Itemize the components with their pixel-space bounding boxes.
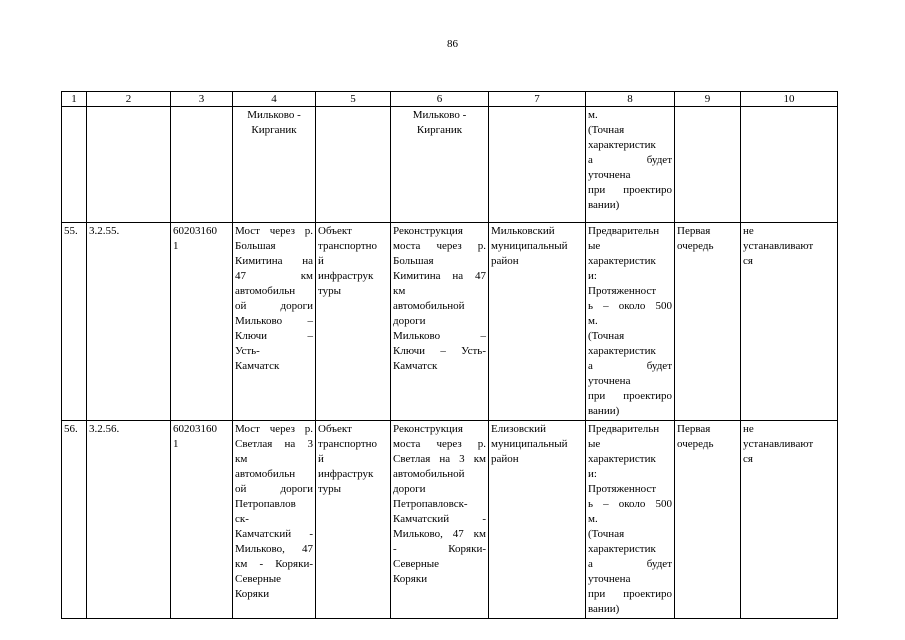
cell-text-line: и: <box>588 270 597 282</box>
cell-text-line: Светлая на 3 км <box>393 453 486 465</box>
cell-text-line: а будет <box>588 360 672 372</box>
cell-text-line: Камчатский - <box>235 528 313 540</box>
col-header: 1 <box>62 92 87 107</box>
cell-text-line: Кимитина на <box>235 255 313 267</box>
cell-text-line: Первая <box>677 423 711 435</box>
table-row <box>62 421 838 619</box>
cell-text-line: м. <box>588 513 598 525</box>
cell-text-line: Петропавловск- <box>393 498 468 510</box>
cell-text-line: Петропавлов <box>235 498 296 510</box>
cell-text-line: Объект <box>318 423 352 435</box>
row-number: 55. <box>62 223 87 421</box>
cell-text-line: Северные <box>235 573 282 585</box>
cell-text-line: м. <box>588 315 598 327</box>
cell-text-line: характеристик <box>588 139 656 151</box>
cell <box>675 107 741 223</box>
cell-text-line: инфраструк <box>318 468 374 480</box>
cell-text-line: туры <box>318 483 342 495</box>
cell-text-line: моста через р. <box>393 438 486 450</box>
cell-text-line: ся <box>743 255 753 267</box>
cell-text-line: транспортно <box>318 438 378 450</box>
cell-text-line: Мильково, 47 <box>235 543 313 555</box>
cell-text-line: вании) <box>588 405 620 417</box>
cell-text-line: не <box>743 423 754 435</box>
col-header: 10 <box>741 92 838 107</box>
cell-text-line: дороги <box>393 483 426 495</box>
cell-text-line: район <box>491 255 519 267</box>
row-code: 3.2.56. <box>87 421 171 619</box>
row-id-cell <box>171 223 233 421</box>
cell-text-line: Предварительн <box>588 423 660 435</box>
cell-text-line: дороги <box>393 315 426 327</box>
characteristics-cell <box>586 223 675 421</box>
col-header: 9 <box>675 92 741 107</box>
cell-text-line: (Точная <box>588 124 625 136</box>
cell-text-line: ой дороги <box>235 300 313 312</box>
cell-text-line: Камчатск <box>235 360 280 372</box>
col-header: 7 <box>489 92 586 107</box>
cell-text-line: Большая <box>393 255 434 267</box>
cell-text-line: автомобильной <box>393 468 465 480</box>
cell-text-line: ь – около 500 <box>588 498 672 510</box>
location-cell <box>489 421 586 619</box>
cell-text-line: 1 <box>173 240 179 252</box>
cell-text-line: ой дороги <box>235 483 313 495</box>
cell-text-line: Реконструкция <box>393 225 463 237</box>
cell-text-line: очередь <box>677 438 714 450</box>
cell <box>62 107 87 223</box>
cell-text-line: Кимитина на 47 <box>393 270 486 282</box>
cell <box>87 107 171 223</box>
cell-text-line: Коряки <box>235 588 270 600</box>
cell-text-line: вании) <box>588 603 620 615</box>
cell-text-line: характеристик <box>588 453 656 465</box>
column-number-row <box>62 92 838 107</box>
cell-text-line: муниципальный <box>491 438 568 450</box>
cell-text-line: при проектиро <box>588 184 672 196</box>
cell-text-line: автомобильной <box>393 300 465 312</box>
cell-text-line: а будет <box>588 558 672 570</box>
cell-text-line: характеристик <box>588 255 656 267</box>
zones-cell <box>741 223 838 421</box>
cell-text-line: Светлая на 3 <box>235 438 313 450</box>
cell-text-line: Мильково, 47 км <box>393 528 486 540</box>
cell-text-line: (Точная <box>588 528 625 540</box>
cell-text-line: автомобильн <box>235 468 296 480</box>
stage-cell <box>675 223 741 421</box>
cell-text-line: Мост через р. <box>235 225 313 237</box>
cell-text-line: Протяженност <box>588 483 657 495</box>
cell-text-line: Камчатский - <box>393 513 486 525</box>
cell-text-line: Кирганик <box>251 124 297 136</box>
cell-text-line: не <box>743 225 754 237</box>
cell-text-line: 1 <box>173 438 179 450</box>
cell-text-line: моста через р. <box>393 240 486 252</box>
cell-text-line: Камчатск <box>393 360 438 372</box>
cell-text-line: уточнена <box>588 169 631 181</box>
cell-text-line: а будет <box>588 154 672 166</box>
zones-cell <box>741 421 838 619</box>
cell-text-line: уточнена <box>588 375 631 387</box>
page-number: 86 <box>447 38 458 50</box>
cell-text-line: характеристик <box>588 543 656 555</box>
cell-text-line: м. <box>588 109 598 121</box>
cell-text-line: 60203160 <box>173 423 217 435</box>
cell-text-line: устанавливают <box>743 240 814 252</box>
cell-text-line: Протяженност <box>588 285 657 297</box>
cell-text-line: й <box>318 255 324 267</box>
cell-text-line: Реконструкция <box>393 423 463 435</box>
cell-text-line: Большая <box>235 240 276 252</box>
col-header: 2 <box>87 92 171 107</box>
object-type-cell <box>316 223 391 421</box>
cell-text-line: км - Коряки- <box>235 558 313 570</box>
cell-text-line: Елизовский <box>491 423 547 435</box>
cell-text-line: Коряки <box>393 573 428 585</box>
object-purpose-cell <box>391 421 489 619</box>
row-number: 56. <box>62 421 87 619</box>
cell-text-line: Мильково - <box>247 109 301 121</box>
cell-text-line: при проектиро <box>588 390 672 402</box>
cell-text-line: Северные <box>393 558 440 570</box>
cell-text-line: Мильково - <box>412 109 467 121</box>
cell-text-line: (Точная <box>588 330 625 342</box>
col-header: 5 <box>316 92 391 107</box>
cell-text-line: 47 км <box>235 270 313 282</box>
cell-text-line: Мост через р. <box>235 423 313 435</box>
cell-text-line: при проектиро <box>588 588 672 600</box>
cell-text-line: ся <box>743 453 753 465</box>
cell-text-line: Ключи – <box>235 330 313 342</box>
cell-text-line: й <box>318 453 324 465</box>
continuation-row <box>62 107 838 223</box>
cell-text-line: вании) <box>588 199 620 211</box>
cell-text-line: транспортно <box>318 240 378 252</box>
stage-cell <box>675 421 741 619</box>
cont-purpose-cell <box>391 107 489 223</box>
cell-text-line: муниципальный <box>491 240 568 252</box>
cell-text-line: 60203160 <box>173 225 217 237</box>
cell <box>316 107 391 223</box>
cell-text-line: Ключи – Усть- <box>393 345 486 357</box>
table-row <box>62 223 838 421</box>
cell-text-line: Объект <box>318 225 352 237</box>
col-header: 4 <box>233 92 316 107</box>
characteristics-cell <box>586 421 675 619</box>
row-id-cell <box>171 421 233 619</box>
cont-object-name-cell <box>233 107 316 223</box>
cell-text-line: Предварительн <box>588 225 660 237</box>
cont-characteristics-cell <box>586 107 675 223</box>
object-name-cell <box>233 223 316 421</box>
cell <box>741 107 838 223</box>
cell-text-line: Мильковский <box>491 225 555 237</box>
row-code: 3.2.55. <box>87 223 171 421</box>
cell-text-line: км <box>393 285 406 297</box>
cell-text-line: очередь <box>677 240 714 252</box>
location-cell <box>489 223 586 421</box>
col-header: 3 <box>171 92 233 107</box>
col-header: 6 <box>391 92 489 107</box>
cell-text-line: Кирганик <box>416 124 463 136</box>
cell <box>171 107 233 223</box>
cell-text-line: ые <box>588 438 601 450</box>
cell-text-line: Усть- <box>235 345 260 357</box>
cell-text-line: инфраструк <box>318 270 374 282</box>
planning-table <box>61 91 838 619</box>
cell <box>489 107 586 223</box>
cell-text-line: ь – около 500 <box>588 300 672 312</box>
col-header: 8 <box>586 92 675 107</box>
cell-text-line: район <box>491 453 519 465</box>
cell-text-line: - Коряки- <box>393 543 486 555</box>
cell-text-line: и: <box>588 468 597 480</box>
cell-text-line: характеристик <box>588 345 656 357</box>
cell-text-line: автомобильн <box>235 285 296 297</box>
object-purpose-cell <box>391 223 489 421</box>
object-type-cell <box>316 421 391 619</box>
cell-text-line: ск- <box>235 513 249 525</box>
cell-text-line: км <box>235 453 248 465</box>
cell-text-line: ые <box>588 240 601 252</box>
cell-text-line: устанавливают <box>743 438 814 450</box>
object-name-cell <box>233 421 316 619</box>
cell-text-line: Мильково – <box>235 315 313 327</box>
cell-text-line: уточнена <box>588 573 631 585</box>
cell-text-line: Первая <box>677 225 711 237</box>
cell-text-line: Мильково – <box>393 330 486 342</box>
cell-text-line: туры <box>318 285 342 297</box>
